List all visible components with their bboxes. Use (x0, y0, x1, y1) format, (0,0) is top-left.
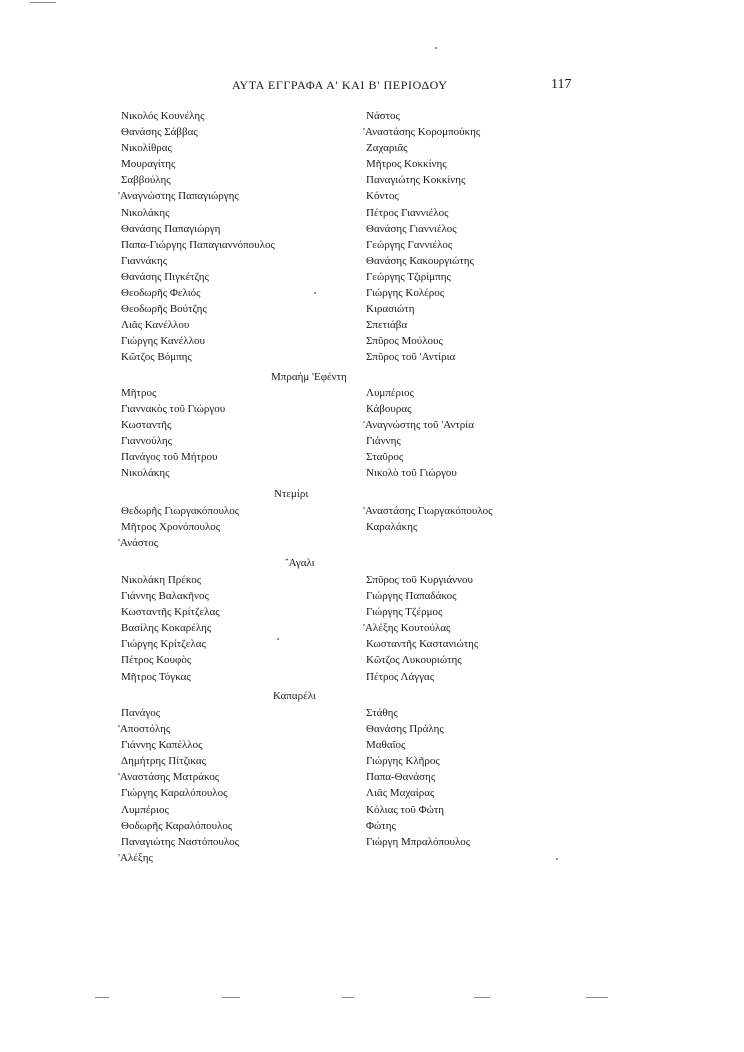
list-item: Θανάσης Πιγκέτζης (121, 270, 209, 283)
list-item: Πανάγος (121, 707, 161, 719)
list-item: Κῶτζος Λυκουριώτης (366, 654, 462, 667)
name-list-left (118, 108, 275, 366)
list-item: Γιώργης Κρίτζελας (121, 638, 206, 651)
list-item: Ζαχαριᾶς (366, 142, 408, 155)
list-item: Κωσταντῆς (121, 419, 172, 432)
scan-edge-mark (342, 997, 354, 998)
list-item: Πέτρος Κουφὸς (121, 654, 192, 667)
running-header: ΑΥΤΑ ΕΓΓΡΑΦΑ Α' ΚΑΙ Β' ΠΕΡΙΟΔΟΥ (232, 78, 448, 92)
name-list-left (121, 572, 220, 685)
list-item: Νικολὸ τοῦ Γιώργου (366, 467, 457, 480)
list-item: Νάστος (366, 110, 400, 122)
list-item: Γεώργης Τζιρίμπης (366, 270, 451, 283)
list-item: Γιώργης Κολέρος (366, 287, 445, 300)
list-item: Πέτρος Γιαννιέλος (366, 206, 449, 219)
list-item: Σπῦρος τοῦ Κυργιάννου (366, 574, 473, 586)
list-item: Παπα-Γιώργης Παπαγιαννόπουλος (121, 238, 275, 251)
list-item: Θεδωρῆς Γιωργακόπουλος (121, 505, 240, 517)
list-item: Κόλιας τοῦ Φώτη (366, 803, 445, 816)
list-item: Γιώργης Παπαδάκος (366, 590, 457, 603)
list-item: Παπα-Θανάσης (366, 771, 436, 784)
list-item: Κῶτζος Βόμπης (121, 351, 192, 364)
list-item: Κωσταντῆς Κρίτζελας (121, 606, 220, 619)
list-item: Παναγιώτης Ναστόπουλος (121, 835, 240, 848)
list-item: Θανάσης Κακουργιώτης (366, 254, 474, 267)
list-item: Σαββούλης (121, 174, 171, 187)
list-item: 'Αναγνώστης Παπαγιώργης (118, 190, 239, 203)
list-item: Γιαννούλης (121, 435, 172, 448)
name-list-left (118, 705, 240, 866)
list-item: Γιώργης Κλῆρος (366, 755, 440, 768)
list-item: 'Αλέξης Κουτούλας (363, 622, 451, 635)
list-item: Κιρασιώτη (366, 303, 415, 316)
list-item: Γιώργης Κανέλλου (121, 335, 205, 348)
scan-edge-mark (30, 2, 56, 3)
scan-speck (435, 47, 437, 49)
list-item: Νικολάκης (121, 467, 170, 480)
list-item: Κόντος (366, 190, 399, 203)
scan-speck (277, 638, 279, 640)
list-item: Θανάσης Σάββας (121, 126, 198, 139)
list-item: Γιώργης Καραλόπουλος (121, 787, 228, 800)
list-item: 'Αναστάσης Ματράκος (118, 771, 220, 784)
list-item: Νικολάκης (121, 206, 170, 219)
scan-edge-mark (586, 997, 608, 998)
list-item: Θανάσης Πράλης (366, 723, 444, 736)
list-item: 'Αναστάσης Κορομπούκης (363, 126, 481, 139)
scan-edge-mark (222, 997, 240, 998)
name-list-left (118, 503, 240, 551)
list-item: Λιᾶς Μαχαίρας (366, 787, 435, 800)
page-number: 117 (551, 77, 572, 92)
list-item: Λυμπέριος (121, 803, 169, 816)
list-item: Γιώργη Μπραλόπουλος (366, 835, 471, 848)
list-item: Γιάννης (366, 435, 401, 448)
list-item: Μουραγίτης (121, 158, 176, 171)
list-item: Στάθης (366, 707, 398, 719)
list-item: Γιάννης Καπέλλος (121, 739, 203, 752)
list-item: Καραλάκης (366, 521, 418, 534)
name-list-right (363, 503, 493, 535)
list-item: Βασίλης Κοκαρέλης (121, 622, 212, 635)
list-item: Πανάγος τοῦ Μήτρου (121, 451, 218, 464)
list-item: Μῆτρος Κοκκίνης (366, 158, 447, 171)
list-item: Σπῦρος τοῦ 'Αντίρια (366, 351, 456, 364)
name-list-right (363, 572, 479, 685)
section-heading: ῎Αγαλι (285, 557, 315, 569)
list-item: Θανάσης Γιαννιέλος (366, 222, 457, 235)
list-item: Γιαννάκης (121, 254, 168, 267)
list-item: Θεοδωρῆς Φελιός (121, 287, 201, 300)
list-item: Σπῦρος Μούλους (366, 335, 443, 348)
name-list-right (366, 705, 470, 850)
list-item: 'Αναστάσης Γιωργακόπουλος (363, 505, 493, 517)
list-item: Μῆτρος Τόγκας (121, 670, 191, 683)
list-item: Νικολίθρας (121, 142, 172, 155)
list-item: Θανάσης Παπαγιώργη (121, 222, 221, 235)
scan-speck (314, 292, 316, 294)
name-list-right (363, 385, 474, 482)
list-item: Φώτης (366, 819, 396, 832)
list-item: Θοδωρῆς Καραλόπουλος (121, 819, 233, 832)
list-item: 'Αποστόλης (118, 723, 171, 736)
list-item: Λιᾶς Κανέλλου (121, 319, 190, 332)
list-item: 'Αλέξης (118, 851, 153, 864)
list-item: Γιώργης Τζέρμος (366, 606, 443, 619)
list-item: Γιάννης Βαλακῆνος (121, 590, 209, 603)
list-item: Μῆτρος (121, 387, 157, 399)
name-list-right (363, 108, 481, 366)
list-item: Πέτρος Λάγγας (366, 670, 435, 683)
list-item: Γιαννακὸς τοῦ Γιώργου (121, 403, 226, 416)
list-item: Παναγιώτης Κοκκίνης (366, 174, 466, 187)
section-heading: Μπραὴμ 'Εφέντη (271, 371, 347, 383)
scan-edge-mark (95, 997, 109, 998)
list-item: Νικολάκη Πρέκος (121, 574, 202, 586)
section-heading: Ντεμίρι (274, 488, 309, 500)
name-list-left (121, 385, 225, 482)
list-item: Μῆτρος Χρονόπουλος (121, 521, 221, 534)
list-item: Σταῦρος (366, 451, 404, 464)
list-item: 'Αναγνώστης τοῦ 'Αντρία (363, 419, 474, 432)
list-item: Μαθαῖος (366, 739, 406, 752)
list-item: Σπετιάβα (366, 319, 408, 332)
list-item: Νικολός Κουνέλης (121, 110, 205, 122)
list-item: Λυμπέριος (366, 387, 414, 399)
list-item: Θεοδωρῆς Βούτζης (121, 303, 207, 316)
list-item: Γεώργης Γαννιέλος (366, 238, 453, 251)
list-item: 'Ανάστος (118, 537, 159, 550)
scan-speck (556, 858, 558, 860)
list-item: Κωσταντῆς Καστανιώτης (366, 638, 479, 651)
section-heading: Καπαρέλι (273, 690, 316, 702)
list-item: Κάβουρας (366, 403, 412, 416)
list-item: Δημήτρης Πίτζικας (121, 755, 206, 768)
scan-edge-mark (474, 997, 490, 998)
